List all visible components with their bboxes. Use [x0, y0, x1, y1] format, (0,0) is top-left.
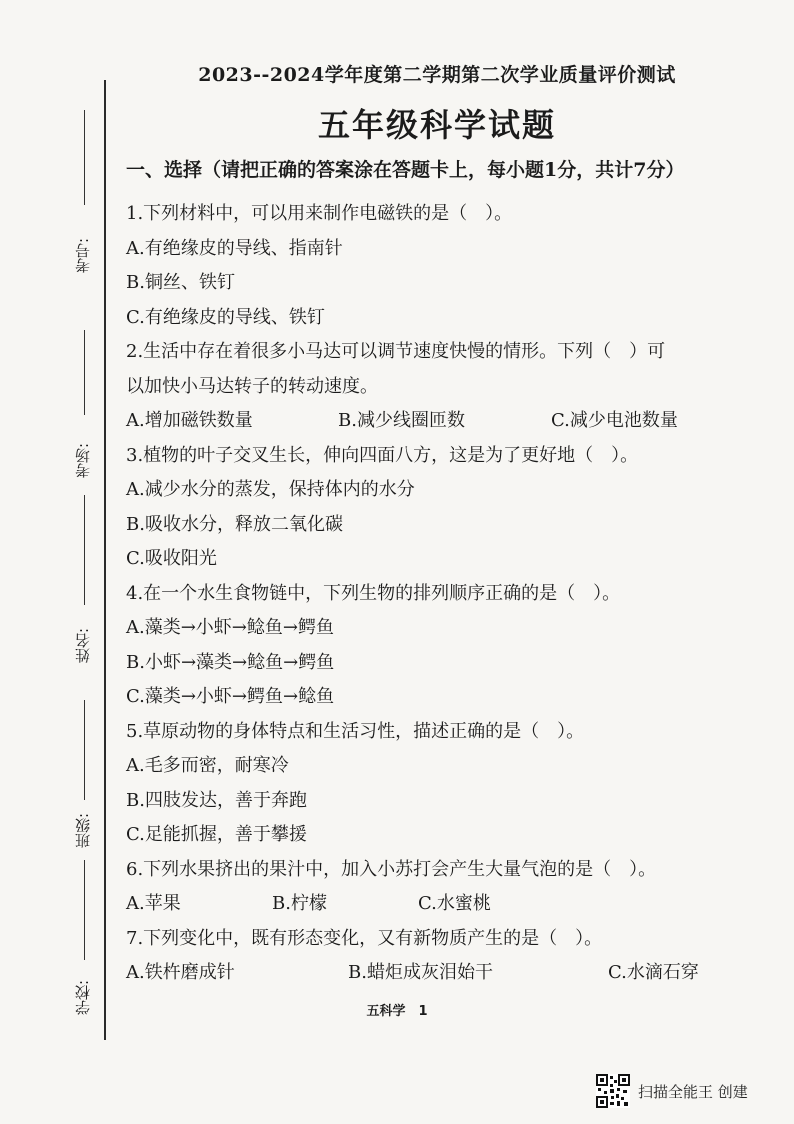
- class-label: 班级:: [74, 812, 92, 848]
- exam-room-blank: [84, 330, 85, 415]
- class-blank: [84, 700, 85, 800]
- option-a: A.藻类→小虾→鲶鱼→鳄鱼: [126, 617, 334, 638]
- exam-number-label: 考号:: [74, 237, 92, 273]
- option-c: C.足能抓握，善于攀援: [126, 824, 307, 845]
- option-b: B.四肢发达，善于奔跑: [126, 789, 307, 811]
- option-a: A.有绝缘皮的导线、指南针: [126, 237, 343, 259]
- option-b: B.小虾→藻类→鲶鱼→鳄鱼: [126, 651, 335, 673]
- question-stem: 2.生活中存在着很多小马达可以调节速度快慢的情形。下列（ ）可: [126, 341, 666, 362]
- section-heading: 一、选择（请把正确的答案涂在答题卡上，每小题1分，共计7分）: [126, 159, 685, 181]
- page-title: 五年级科学试题: [317, 106, 556, 144]
- scanner-watermark: [596, 1074, 748, 1108]
- option-row: [126, 887, 776, 922]
- option-c: C.藻类→小虾→鳄鱼→鲶鱼: [126, 686, 335, 707]
- exam-number-blank: [84, 110, 85, 205]
- class-field: [66, 700, 106, 860]
- question-stem: 7.下列变化中，既有形态变化，又有新物质产生的是（ ）。: [126, 927, 603, 949]
- question-2: [126, 335, 776, 439]
- name-field: [66, 495, 106, 695]
- question-stem-cont: 以加快小马达转子的转动速度。: [126, 375, 378, 397]
- question-stem: 5.草原动物的身体特点和生活习性，描述正确的是（ ）。: [126, 720, 585, 742]
- option-row: [126, 404, 776, 439]
- school-label: 学校:: [74, 979, 92, 1015]
- option-a: A.毛多而密，耐寒冷: [126, 755, 289, 776]
- option-c: C.有绝缘皮的导线、铁钉: [126, 306, 325, 328]
- option-a: A.增加磁铁数量: [126, 410, 253, 431]
- scanner-text: 扫描全能王 创建: [638, 1082, 748, 1101]
- option-row: [126, 956, 776, 991]
- option-a: A.减少水分的蒸发，保持体内的水分: [126, 479, 415, 500]
- page-footer: 五科学 1: [366, 1004, 428, 1019]
- name-blank: [84, 495, 85, 605]
- question-7: [126, 922, 776, 991]
- qr-code-icon: [596, 1074, 630, 1108]
- question-stem: 6.下列水果挤出的果汁中，加入小苏打会产生大量气泡的是（ ）。: [126, 858, 657, 880]
- name-label: 姓名:: [74, 627, 92, 663]
- question-4: [126, 577, 776, 715]
- option-b: B.减少线圈匝数: [338, 410, 465, 431]
- question-6: [126, 853, 776, 922]
- option-b: B.柠檬: [272, 893, 327, 914]
- question-stem: 1.下列材料中，可以用来制作电磁铁的是（ ）。: [126, 203, 513, 224]
- exam-room-label: 考场:: [74, 442, 92, 478]
- exam-number-field: [66, 110, 106, 310]
- option-b: B.铜丝、铁钉: [126, 272, 235, 293]
- option-c: C.减少电池数量: [551, 410, 678, 431]
- option-c: C.水蜜桃: [418, 893, 491, 914]
- question-1: [126, 197, 776, 335]
- question-5: [126, 715, 776, 853]
- question-3: [126, 439, 776, 577]
- option-b: B.吸收水分，释放二氧化碳: [126, 513, 343, 535]
- question-section: [126, 155, 776, 991]
- option-a: A.苹果: [126, 893, 181, 914]
- option-a: A.铁杵磨成针: [126, 962, 235, 983]
- question-stem: 3.植物的叶子交叉生长，伸向四面八方，这是为了更好地（ ）。: [126, 444, 639, 466]
- option-c: C.水滴石穿: [608, 962, 699, 983]
- question-stem: 4.在一个水生食物链中，下列生物的排列顺序正确的是（ ）。: [126, 582, 621, 604]
- option-b: B.蜡炬成灰泪始干: [348, 962, 493, 983]
- school-blank: [84, 860, 85, 960]
- exam-subtitle: 2023--2024学年度第二学期第二次学业质量评价测试: [198, 64, 676, 86]
- option-c: C.吸收阳光: [126, 548, 217, 569]
